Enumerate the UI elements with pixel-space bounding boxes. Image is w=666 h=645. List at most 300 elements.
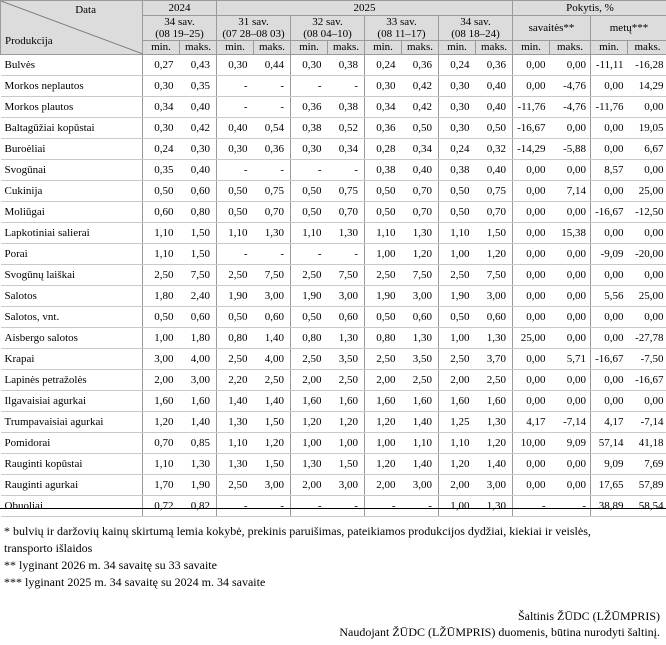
min-value-cell: 2,00: [291, 370, 328, 391]
max-value-cell: -: [328, 496, 365, 517]
max-value-cell: 4,00: [254, 349, 291, 370]
min-value-cell: 0,30: [365, 76, 402, 97]
product-name: Bulvės: [1, 55, 143, 76]
max-value-cell: 0,34: [402, 139, 439, 160]
min-value-cell: 2,50: [439, 349, 476, 370]
min-value-cell: 1,40: [217, 391, 254, 412]
max-value-cell: 0,00: [628, 97, 666, 118]
min-value-cell: 17,65: [591, 475, 628, 496]
table-row: [1, 412, 666, 433]
product-name: Rauginti kopūstai: [1, 454, 143, 475]
min-value-cell: -9,09: [591, 244, 628, 265]
max-value-cell: 3,00: [402, 475, 439, 496]
min-value-cell: -16,67: [591, 349, 628, 370]
max-value-cell: 0,82: [180, 496, 217, 517]
max-value-cell: 3,00: [476, 286, 513, 307]
max-value-cell: -: [254, 244, 291, 265]
max-value-cell: 0,60: [254, 307, 291, 328]
min-value-cell: 2,50: [217, 475, 254, 496]
max-value-cell: 1,30: [476, 412, 513, 433]
max-value-cell: 0,60: [402, 307, 439, 328]
max-value-cell: 1,60: [402, 391, 439, 412]
min-value-cell: -: [217, 76, 254, 97]
max-header: maks.: [328, 41, 365, 55]
table-row: [1, 55, 666, 76]
max-value-cell: -12,50: [628, 202, 666, 223]
min-value-cell: 0,00: [513, 349, 550, 370]
min-value-cell: 0,00: [513, 307, 550, 328]
min-value-cell: 1,60: [439, 391, 476, 412]
yearly-change-header: metų***: [591, 16, 666, 41]
max-value-cell: 1,50: [180, 223, 217, 244]
max-value-cell: 0,36: [254, 139, 291, 160]
min-value-cell: 1,10: [439, 433, 476, 454]
max-value-cell: -16,28: [628, 55, 666, 76]
min-value-cell: 1,25: [439, 412, 476, 433]
corner-header-cell: [1, 1, 143, 55]
min-value-cell: 2,00: [365, 370, 402, 391]
max-value-cell: 0,40: [476, 76, 513, 97]
min-value-cell: 8,57: [591, 160, 628, 181]
product-name: Buroėliai: [1, 139, 143, 160]
max-value-cell: 2,40: [180, 286, 217, 307]
max-value-cell: 0,00: [550, 202, 591, 223]
min-value-cell: 0,50: [291, 202, 328, 223]
max-value-cell: 1,30: [180, 454, 217, 475]
min-value-cell: 0,00: [513, 370, 550, 391]
max-header: maks.: [180, 41, 217, 55]
max-value-cell: 58,54: [628, 496, 666, 517]
min-value-cell: 0,50: [365, 202, 402, 223]
table-body: [1, 55, 666, 517]
week-header-2025-34: 34 sav. (08 18–24): [439, 16, 513, 41]
max-value-cell: 0,00: [550, 244, 591, 265]
table-row: [1, 160, 666, 181]
max-value-cell: 14,29: [628, 76, 666, 97]
min-value-cell: 0,50: [291, 181, 328, 202]
max-value-cell: 0,75: [254, 181, 291, 202]
product-name: Baltagūžiai kopūstai: [1, 118, 143, 139]
product-name: Lapinės petražolės: [1, 370, 143, 391]
min-value-cell: 0,50: [291, 307, 328, 328]
max-value-cell: 1,30: [476, 328, 513, 349]
min-value-cell: 0,00: [513, 265, 550, 286]
min-value-cell: -11,11: [591, 55, 628, 76]
max-value-cell: 0,60: [328, 307, 365, 328]
max-value-cell: 25,00: [628, 286, 666, 307]
max-value-cell: 7,50: [476, 265, 513, 286]
min-value-cell: -14,29: [513, 139, 550, 160]
max-value-cell: 1,20: [254, 433, 291, 454]
table-header: [1, 1, 666, 55]
min-value-cell: 5,56: [591, 286, 628, 307]
min-value-cell: 1,20: [365, 412, 402, 433]
min-value-cell: -: [291, 76, 328, 97]
min-value-cell: 1,00: [439, 244, 476, 265]
max-value-cell: 0,36: [402, 55, 439, 76]
min-value-cell: 9,09: [591, 454, 628, 475]
min-value-cell: -: [291, 496, 328, 517]
max-value-cell: 0,35: [180, 76, 217, 97]
max-value-cell: 0,75: [476, 181, 513, 202]
min-value-cell: 0,24: [365, 55, 402, 76]
product-name: Aisbergo salotos: [1, 328, 143, 349]
min-value-cell: 0,50: [439, 181, 476, 202]
min-value-cell: 1,90: [439, 286, 476, 307]
max-value-cell: 0,00: [628, 307, 666, 328]
min-value-cell: -: [513, 496, 550, 517]
table-row: [1, 265, 666, 286]
max-value-cell: 2,50: [402, 370, 439, 391]
min-header: min.: [291, 41, 328, 55]
min-value-cell: 0,34: [143, 97, 180, 118]
max-value-cell: 3,00: [254, 286, 291, 307]
min-value-cell: 0,00: [591, 328, 628, 349]
max-value-cell: 1,50: [180, 244, 217, 265]
max-value-cell: 1,30: [328, 328, 365, 349]
max-value-cell: 1,20: [476, 433, 513, 454]
max-value-cell: 0,30: [180, 139, 217, 160]
min-value-cell: 1,70: [143, 475, 180, 496]
max-value-cell: 0,34: [328, 139, 365, 160]
week-header-2025-33: 33 sav. (08 11–17): [365, 16, 439, 41]
table-row: [1, 433, 666, 454]
min-value-cell: 0,50: [143, 307, 180, 328]
max-value-cell: 1,80: [180, 328, 217, 349]
min-value-cell: 1,20: [143, 412, 180, 433]
min-value-cell: 1,00: [365, 433, 402, 454]
max-value-cell: 41,18: [628, 433, 666, 454]
max-value-cell: 2,50: [254, 370, 291, 391]
product-name: Rauginti agurkai: [1, 475, 143, 496]
max-value-cell: 0,85: [180, 433, 217, 454]
min-value-cell: 1,10: [143, 244, 180, 265]
min-value-cell: 2,50: [365, 265, 402, 286]
max-value-cell: 0,00: [550, 328, 591, 349]
min-value-cell: -: [365, 496, 402, 517]
min-value-cell: 0,30: [439, 76, 476, 97]
max-value-cell: 1,20: [476, 244, 513, 265]
table-row: [1, 454, 666, 475]
max-value-cell: 0,40: [402, 160, 439, 181]
change-header: Pokytis, %: [513, 1, 666, 16]
max-value-cell: 5,71: [550, 349, 591, 370]
footnote-2: ** lyginant 2026 m. 34 savaitę su 33 savaite: [4, 558, 217, 572]
max-value-cell: 0,50: [402, 118, 439, 139]
table-row: [1, 391, 666, 412]
product-name: Morkos plautos: [1, 97, 143, 118]
min-value-cell: 1,00: [439, 496, 476, 517]
min-value-cell: 1,80: [143, 286, 180, 307]
product-name: Obuoliai: [1, 496, 143, 517]
min-value-cell: 0,00: [513, 286, 550, 307]
min-value-cell: 2,00: [143, 370, 180, 391]
max-value-cell: 1,40: [476, 454, 513, 475]
min-value-cell: 0,70: [143, 433, 180, 454]
max-value-cell: 9,09: [550, 433, 591, 454]
min-value-cell: 38,89: [591, 496, 628, 517]
max-value-cell: 1,30: [402, 328, 439, 349]
min-value-cell: 0,00: [591, 76, 628, 97]
max-value-cell: 2,50: [328, 370, 365, 391]
min-value-cell: 1,00: [291, 433, 328, 454]
max-value-cell: 7,50: [328, 265, 365, 286]
min-value-cell: 1,10: [143, 454, 180, 475]
product-name: Morkos neplautos: [1, 76, 143, 97]
min-value-cell: -11,76: [513, 97, 550, 118]
max-value-cell: 0,42: [402, 97, 439, 118]
min-value-cell: 0,00: [591, 139, 628, 160]
min-value-cell: 1,10: [291, 223, 328, 244]
table-row: [1, 181, 666, 202]
min-header: min.: [591, 41, 628, 55]
max-value-cell: 0,40: [476, 97, 513, 118]
min-value-cell: 0,50: [439, 202, 476, 223]
max-value-cell: 0,70: [402, 202, 439, 223]
min-value-cell: -: [217, 244, 254, 265]
footnote-1-cont: transporto išlaidos: [4, 541, 93, 555]
max-value-cell: -16,67: [628, 370, 666, 391]
table-row: [1, 76, 666, 97]
min-value-cell: 0,80: [291, 328, 328, 349]
source-usage-note: Naudojant ŽŪDC (LŽŪMPRIS) duomenis, būtina nurodyti šaltinį.: [339, 625, 660, 639]
max-value-cell: 0,00: [628, 391, 666, 412]
max-value-cell: -7,14: [550, 412, 591, 433]
table-row: [1, 370, 666, 391]
max-value-cell: 1,90: [180, 475, 217, 496]
max-value-cell: 1,10: [402, 433, 439, 454]
max-value-cell: 0,00: [550, 118, 591, 139]
max-value-cell: 0,70: [254, 202, 291, 223]
max-value-cell: -20,00: [628, 244, 666, 265]
week-header-2025-31: 31 sav. (07 28–08 03): [217, 16, 291, 41]
max-value-cell: 0,43: [180, 55, 217, 76]
min-value-cell: 0,24: [439, 139, 476, 160]
min-value-cell: 25,00: [513, 328, 550, 349]
min-value-cell: 1,90: [365, 286, 402, 307]
min-value-cell: 0,50: [217, 181, 254, 202]
product-name: Salotos: [1, 286, 143, 307]
max-value-cell: 3,70: [476, 349, 513, 370]
min-value-cell: -: [217, 160, 254, 181]
max-value-cell: 1,50: [254, 412, 291, 433]
max-value-cell: -: [254, 97, 291, 118]
min-value-cell: -: [291, 160, 328, 181]
min-value-cell: 0,40: [217, 118, 254, 139]
footnote-1: * bulvių ir daržovių kainų skirtumą lemia kokybė, prekinis paruišimas, pateikiamos produkcijos dydžiai, kiekiai ir veislės,: [4, 524, 591, 538]
min-value-cell: 0,30: [291, 139, 328, 160]
min-header: min.: [439, 41, 476, 55]
max-value-cell: 0,60: [180, 181, 217, 202]
max-value-cell: 7,50: [254, 265, 291, 286]
max-value-cell: 0,38: [328, 55, 365, 76]
min-value-cell: 2,00: [439, 475, 476, 496]
product-name: Svogūnai: [1, 160, 143, 181]
max-value-cell: 0,60: [476, 307, 513, 328]
max-value-cell: 7,14: [550, 181, 591, 202]
min-value-cell: 10,00: [513, 433, 550, 454]
max-value-cell: 0,40: [180, 97, 217, 118]
max-value-cell: 1,60: [328, 391, 365, 412]
min-value-cell: 1,10: [143, 223, 180, 244]
min-value-cell: 0,72: [143, 496, 180, 517]
max-value-cell: 0,70: [402, 181, 439, 202]
min-value-cell: 0,00: [591, 223, 628, 244]
week-header-2024-34: 34 sav. (08 19–25): [143, 16, 217, 41]
min-value-cell: 0,30: [143, 118, 180, 139]
product-name: Ilgavaisiai agurkai: [1, 391, 143, 412]
min-value-cell: 0,27: [143, 55, 180, 76]
min-value-cell: 2,20: [217, 370, 254, 391]
table-row: [1, 349, 666, 370]
footnote-3: *** lyginant 2025 m. 34 savaitę su 2024 m. 34 savaite: [4, 575, 266, 589]
max-value-cell: 7,50: [402, 265, 439, 286]
min-value-cell: 0,00: [591, 307, 628, 328]
min-value-cell: 2,50: [291, 349, 328, 370]
max-value-cell: 1,40: [402, 412, 439, 433]
min-header: min.: [513, 41, 550, 55]
min-value-cell: 1,00: [365, 244, 402, 265]
max-value-cell: 0,00: [550, 160, 591, 181]
max-value-cell: -: [254, 160, 291, 181]
table-row: [1, 475, 666, 496]
max-value-cell: 1,30: [476, 496, 513, 517]
max-value-cell: 1,20: [402, 244, 439, 265]
max-value-cell: 1,30: [402, 223, 439, 244]
max-value-cell: 0,00: [550, 265, 591, 286]
min-value-cell: 2,50: [291, 265, 328, 286]
min-value-cell: 0,00: [513, 76, 550, 97]
max-value-cell: 19,05: [628, 118, 666, 139]
min-value-cell: 0,50: [217, 202, 254, 223]
min-value-cell: 4,17: [591, 412, 628, 433]
max-value-cell: -: [328, 76, 365, 97]
max-value-cell: 0,50: [476, 118, 513, 139]
table-row: [1, 202, 666, 223]
min-value-cell: 0,00: [591, 118, 628, 139]
max-value-cell: 0,60: [180, 307, 217, 328]
max-value-cell: 3,00: [402, 286, 439, 307]
max-value-cell: 1,60: [476, 391, 513, 412]
min-value-cell: -: [217, 496, 254, 517]
min-value-cell: 0,38: [291, 118, 328, 139]
product-name: Cukinija: [1, 181, 143, 202]
max-value-cell: 4,00: [180, 349, 217, 370]
min-value-cell: 1,10: [217, 223, 254, 244]
table-row: [1, 286, 666, 307]
max-value-cell: 1,40: [254, 328, 291, 349]
min-value-cell: 0,60: [143, 202, 180, 223]
max-value-cell: 0,52: [328, 118, 365, 139]
max-value-cell: 7,69: [628, 454, 666, 475]
min-value-cell: 3,00: [143, 349, 180, 370]
max-value-cell: 0,00: [550, 307, 591, 328]
min-value-cell: 1,20: [291, 412, 328, 433]
min-value-cell: 0,50: [439, 307, 476, 328]
min-value-cell: 0,34: [365, 97, 402, 118]
min-value-cell: 0,30: [143, 76, 180, 97]
max-value-cell: 1,30: [254, 223, 291, 244]
product-name: Pomidorai: [1, 433, 143, 454]
min-value-cell: 2,50: [365, 349, 402, 370]
max-value-cell: 0,80: [180, 202, 217, 223]
min-value-cell: 0,00: [591, 265, 628, 286]
min-value-cell: 0,00: [513, 181, 550, 202]
max-value-cell: 1,00: [328, 433, 365, 454]
min-value-cell: -: [291, 244, 328, 265]
max-value-cell: 0,00: [628, 265, 666, 286]
min-value-cell: 1,30: [217, 454, 254, 475]
min-value-cell: 1,90: [291, 286, 328, 307]
max-value-cell: -7,50: [628, 349, 666, 370]
max-value-cell: 0,44: [254, 55, 291, 76]
min-value-cell: 2,00: [439, 370, 476, 391]
max-value-cell: 6,67: [628, 139, 666, 160]
max-value-cell: 1,20: [328, 412, 365, 433]
min-value-cell: 0,30: [439, 118, 476, 139]
max-value-cell: -4,76: [550, 76, 591, 97]
max-value-cell: 3,00: [180, 370, 217, 391]
max-value-cell: 0,70: [328, 202, 365, 223]
min-value-cell: 1,00: [439, 328, 476, 349]
table-row: [1, 307, 666, 328]
max-value-cell: 0,75: [328, 181, 365, 202]
min-value-cell: 57,14: [591, 433, 628, 454]
min-value-cell: 1,90: [217, 286, 254, 307]
max-value-cell: 3,00: [328, 475, 365, 496]
max-value-cell: 0,38: [328, 97, 365, 118]
max-header: maks.: [254, 41, 291, 55]
min-value-cell: 0,30: [439, 97, 476, 118]
max-value-cell: 0,00: [550, 55, 591, 76]
max-value-cell: 1,40: [254, 391, 291, 412]
max-value-cell: -7,14: [628, 412, 666, 433]
footnotes: [0, 508, 666, 591]
min-value-cell: 1,10: [217, 433, 254, 454]
min-value-cell: 0,00: [513, 223, 550, 244]
table-row: [1, 118, 666, 139]
min-value-cell: -16,67: [591, 202, 628, 223]
max-value-cell: 1,60: [180, 391, 217, 412]
min-value-cell: 0,30: [217, 139, 254, 160]
max-header: maks.: [402, 41, 439, 55]
min-value-cell: 0,00: [513, 454, 550, 475]
max-value-cell: -4,76: [550, 97, 591, 118]
max-value-cell: -: [254, 496, 291, 517]
min-value-cell: 0,00: [591, 391, 628, 412]
max-value-cell: 25,00: [628, 181, 666, 202]
max-value-cell: 0,00: [550, 391, 591, 412]
min-value-cell: 0,38: [365, 160, 402, 181]
min-value-cell: 2,00: [291, 475, 328, 496]
min-header: min.: [143, 41, 180, 55]
product-name: Porai: [1, 244, 143, 265]
max-value-cell: -: [328, 244, 365, 265]
min-header: min.: [217, 41, 254, 55]
min-value-cell: 1,20: [365, 454, 402, 475]
max-value-cell: 0,00: [550, 286, 591, 307]
min-value-cell: 0,28: [365, 139, 402, 160]
max-value-cell: 1,40: [180, 412, 217, 433]
max-header: maks.: [628, 41, 666, 55]
product-name: Salotos, vnt.: [1, 307, 143, 328]
max-header: maks.: [550, 41, 591, 55]
min-value-cell: -11,76: [591, 97, 628, 118]
min-value-cell: 2,00: [365, 475, 402, 496]
min-value-cell: 1,20: [439, 454, 476, 475]
max-value-cell: 7,50: [180, 265, 217, 286]
table-row: [1, 97, 666, 118]
